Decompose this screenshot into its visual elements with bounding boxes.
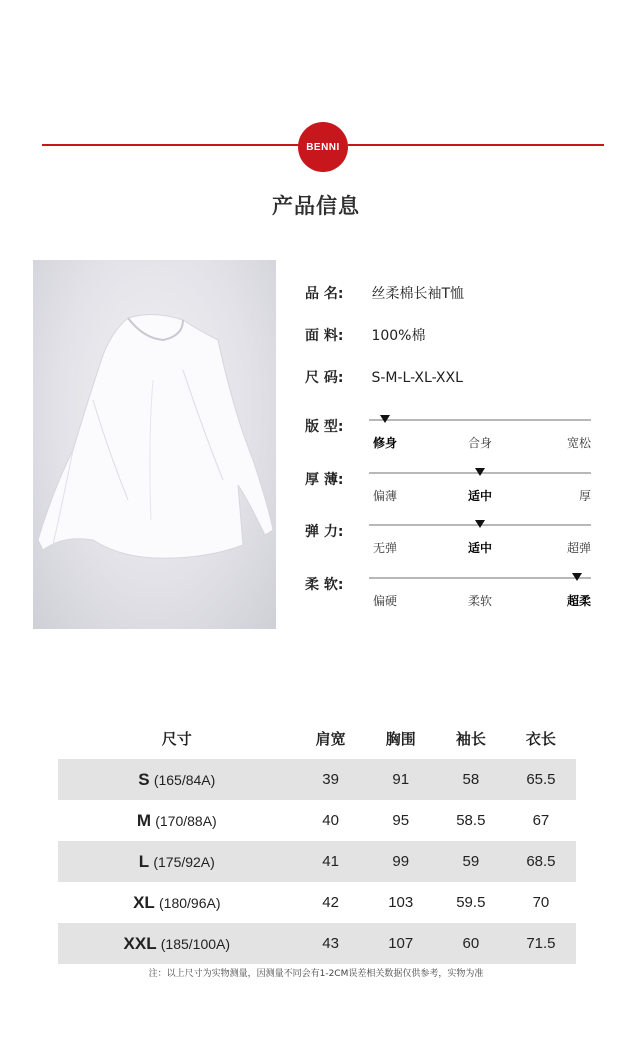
scale-option: 适中 [467, 541, 492, 555]
size-label: XXL [123, 933, 157, 953]
measurement-cell: 39 [322, 771, 339, 788]
scale-option: 修身 [373, 436, 398, 450]
scale-option: 柔软 [467, 594, 492, 608]
size-cell [58, 923, 296, 964]
measurement-cell: 58.5 [456, 812, 486, 829]
scale-label: 厚 薄: [305, 472, 344, 488]
measurement-cell: 40 [322, 812, 339, 829]
info-row-fabric [305, 325, 425, 345]
size-spec: (170/88A) [155, 812, 217, 829]
size-label: L [138, 851, 150, 871]
size-spec: (175/92A) [153, 853, 215, 870]
table-row [58, 923, 576, 964]
header-divider-left [42, 144, 300, 146]
size-table [58, 718, 576, 964]
scale-option: 偏薄 [373, 489, 398, 503]
footnote: 注：以上尺寸为实物测量，因测量不同会有1-2CM误差相关数据仅供参考，实物为准 [148, 969, 484, 979]
scale-marker-icon [380, 415, 390, 423]
scale-option: 偏硬 [373, 594, 398, 608]
size-spec: (180/96A) [159, 894, 221, 911]
scale-option: 超柔 [566, 594, 591, 608]
size-spec: (165/84A) [153, 771, 216, 788]
measurement-cell: 103 [388, 894, 414, 911]
info-value: 100%棉 [371, 328, 426, 344]
measurement-cell: 67 [532, 812, 550, 829]
scale-option: 适中 [467, 489, 492, 503]
scale-option: 超弹 [566, 541, 591, 555]
size-table-header [58, 718, 576, 759]
size-label: M [136, 810, 152, 830]
scale-marker-icon [475, 520, 485, 528]
table-row [58, 800, 576, 841]
scale-marker-icon [475, 468, 485, 476]
measurement-cell: 43 [322, 935, 339, 952]
scale-option: 无弹 [373, 541, 398, 555]
measurement-cell: 59.5 [456, 894, 486, 911]
measurement-cell: 107 [388, 935, 414, 952]
scale-label: 弹 力: [305, 524, 344, 540]
scale-track [369, 419, 591, 421]
measurement-cell: 59 [462, 853, 480, 870]
measurement-cell: 42 [322, 894, 339, 911]
header-length: 衣长 [525, 730, 556, 748]
info-row-size [305, 367, 463, 387]
table-row [58, 882, 576, 923]
size-label: XL [133, 892, 155, 912]
size-cell [58, 759, 296, 800]
size-cell [58, 882, 296, 923]
info-label: 尺 码: [305, 370, 344, 386]
size-spec: (185/100A) [160, 935, 231, 952]
measurement-cell: 68.5 [526, 853, 556, 870]
info-label: 面 料: [305, 328, 344, 344]
measurement-cell: 58 [462, 771, 480, 788]
size-cell [58, 841, 296, 882]
measurement-cell: 41 [322, 853, 339, 870]
header-chest: 胸围 [385, 730, 416, 748]
table-row [58, 841, 576, 882]
scale-option: 合身 [467, 436, 492, 450]
scale-option: 厚 [578, 489, 591, 503]
scale-marker-icon [572, 573, 582, 581]
measurement-cell: 65.5 [526, 771, 556, 788]
header-sleeve: 袖长 [455, 730, 486, 748]
table-row [58, 759, 576, 800]
header-shoulder: 肩宽 [315, 730, 346, 748]
tshirt-image [33, 260, 276, 629]
measurement-cell: 99 [392, 853, 410, 870]
scale-option: 宽松 [566, 436, 591, 450]
info-value: S-M-L-XL-XXL [371, 370, 463, 386]
size-cell [58, 800, 296, 841]
measurement-cell: 91 [392, 771, 410, 788]
brand-logo-text: BENNI [306, 141, 340, 153]
header-divider-right [348, 144, 604, 146]
info-row-name [305, 283, 464, 303]
measurement-cell: 95 [392, 812, 410, 829]
info-label: 品 名: [305, 286, 344, 302]
measurement-cell: 70 [532, 894, 550, 911]
info-value: 丝柔棉长袖T恤 [371, 286, 465, 302]
header-size: 尺寸 [161, 730, 192, 748]
scale-label: 柔 软: [305, 577, 344, 593]
product-photo [33, 260, 276, 629]
measurement-cell: 71.5 [526, 935, 556, 952]
section-title: 产品信息 [272, 194, 360, 218]
measurement-cell: 60 [462, 935, 480, 952]
scale-label: 版 型: [305, 419, 344, 435]
size-label: S [138, 769, 150, 789]
scale-track [369, 577, 591, 579]
brand-logo [298, 122, 348, 172]
